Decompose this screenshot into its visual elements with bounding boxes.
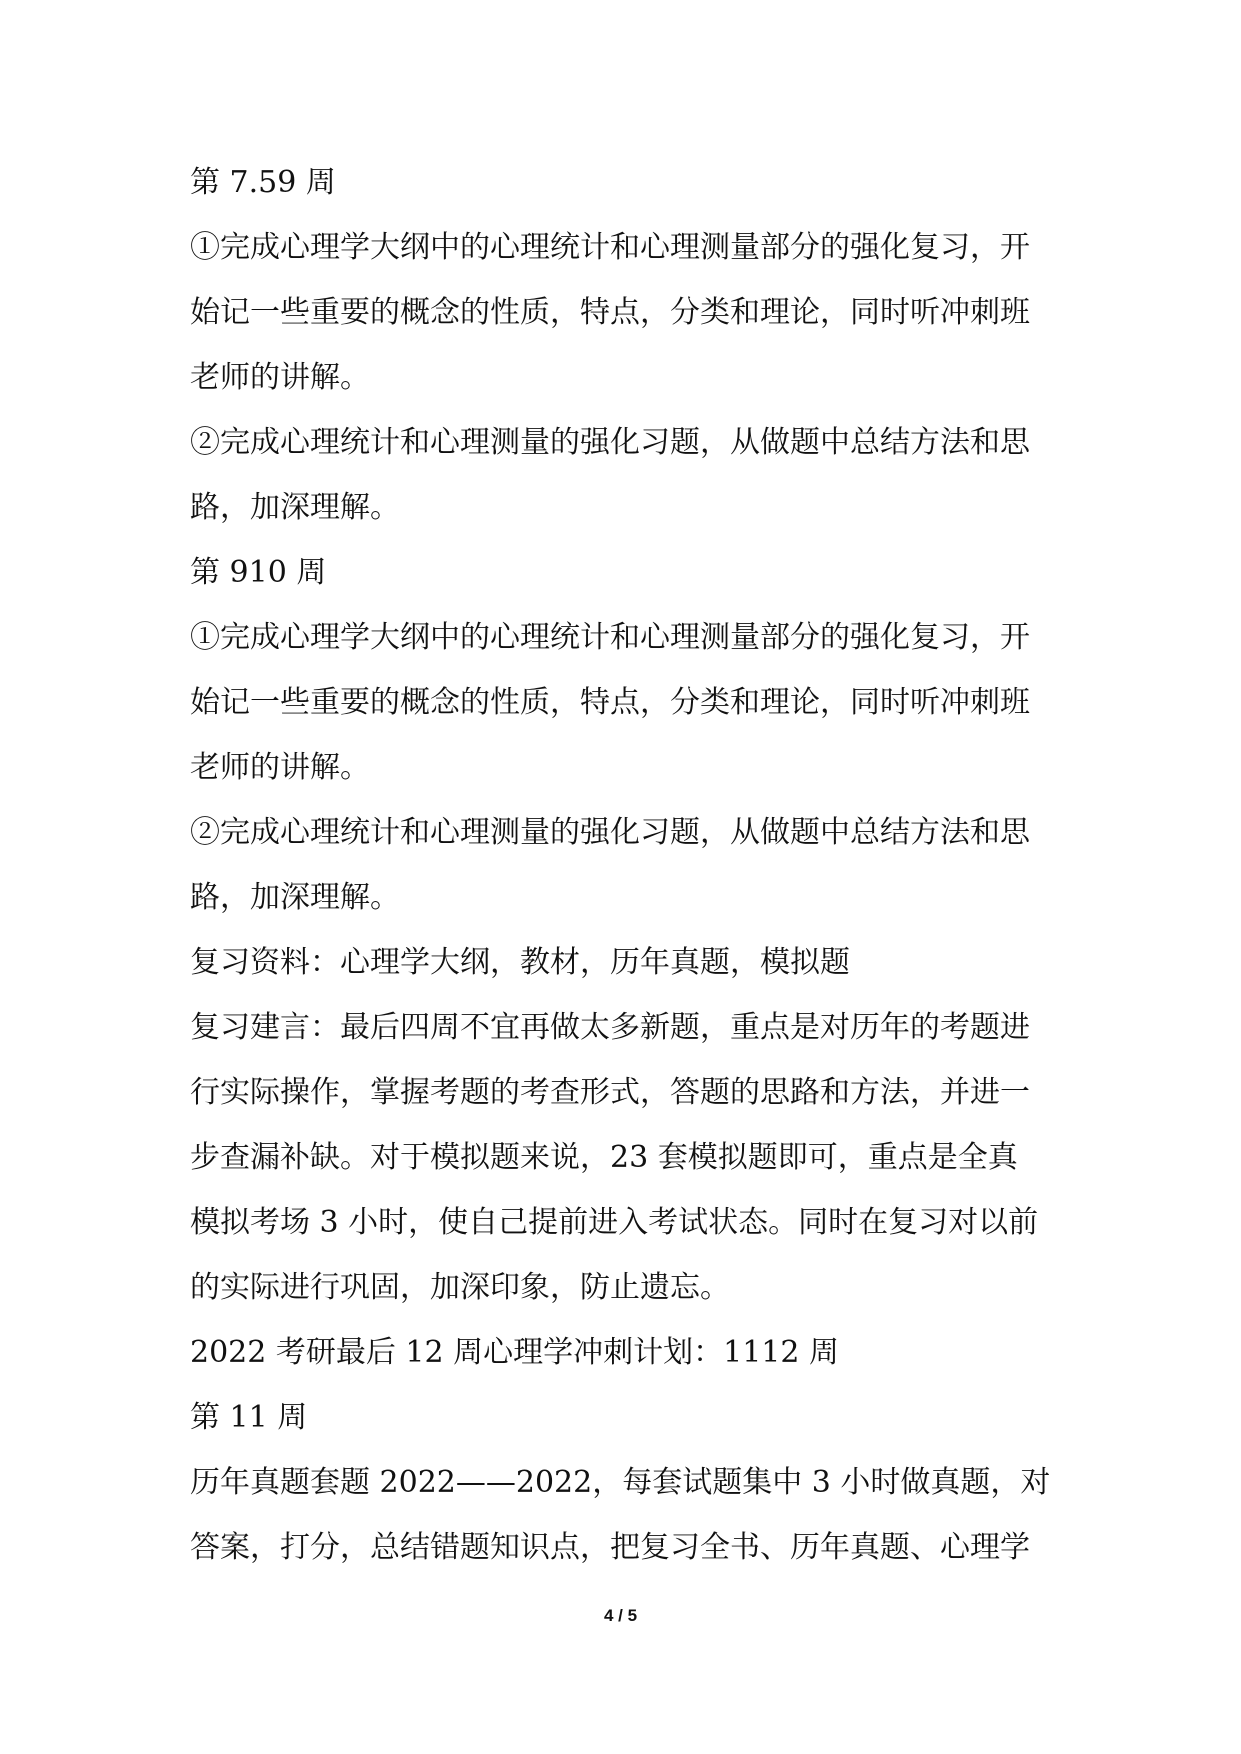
week-heading [190, 540, 1090, 605]
text-line: 第 7.59 周 [190, 165, 336, 200]
text-line: 步查漏补缺。对于模拟题来说，23 套模拟题即可，重点是全真 [190, 1140, 1018, 1175]
text-line: 路，加深理解。 [190, 490, 400, 525]
text-line: ①完成心理学大纲中的心理统计和心理测量部分的强化复习，开 [190, 230, 1030, 265]
text-line: 始记一些重要的概念的性质，特点，分类和理论，同时听冲刺班 [190, 295, 1030, 330]
text-line: 复习建言：最后四周不宜再做太多新题，重点是对历年的考题进 [190, 1010, 1030, 1045]
review-advice [190, 995, 1090, 1320]
page-number: 4 / 5 [603, 1606, 638, 1625]
plan-title [190, 1320, 1090, 1385]
week-heading [190, 1385, 1090, 1450]
week-heading [190, 150, 1090, 215]
text-line: 始记一些重要的概念的性质，特点，分类和理论，同时听冲刺班 [190, 685, 1030, 720]
text-line: 历年真题套题 2022——2022，每套试题集中 3 小时做真题，对 [190, 1465, 1051, 1500]
text-line: 2022 考研最后 12 周心理学冲刺计划：1112 周 [190, 1335, 840, 1370]
task-item-2 [190, 410, 1090, 540]
text-line: 行实际操作，掌握考题的考查形式，答题的思路和方法，并进一 [190, 1075, 1030, 1110]
task-item-1 [190, 605, 1090, 800]
document-body [190, 150, 1090, 1580]
text-line: 第 11 周 [190, 1400, 308, 1435]
text-line: 答案，打分，总结错题知识点，把复习全书、历年真题、心理学 [190, 1530, 1030, 1565]
text-line: 复习资料：心理学大纲，教材，历年真题，模拟题 [190, 945, 850, 980]
text-line: 模拟考场 3 小时，使自己提前进入考试状态。同时在复习对以前 [190, 1205, 1039, 1240]
task-item-2 [190, 800, 1090, 930]
text-line: ②完成心理统计和心理测量的强化习题，从做题中总结方法和思 [190, 425, 1030, 460]
text-line: ②完成心理统计和心理测量的强化习题，从做题中总结方法和思 [190, 815, 1030, 850]
text-line: 老师的讲解。 [190, 750, 370, 785]
text-line: 第 910 周 [190, 555, 327, 590]
text-line: 路，加深理解。 [190, 880, 400, 915]
text-line: 老师的讲解。 [190, 360, 370, 395]
review-materials [190, 930, 1090, 995]
task-item-1 [190, 215, 1090, 410]
text-line: ①完成心理学大纲中的心理统计和心理测量部分的强化复习，开 [190, 620, 1030, 655]
body-paragraph [190, 1450, 1090, 1580]
text-line: 的实际进行巩固，加深印象，防止遗忘。 [190, 1270, 730, 1305]
